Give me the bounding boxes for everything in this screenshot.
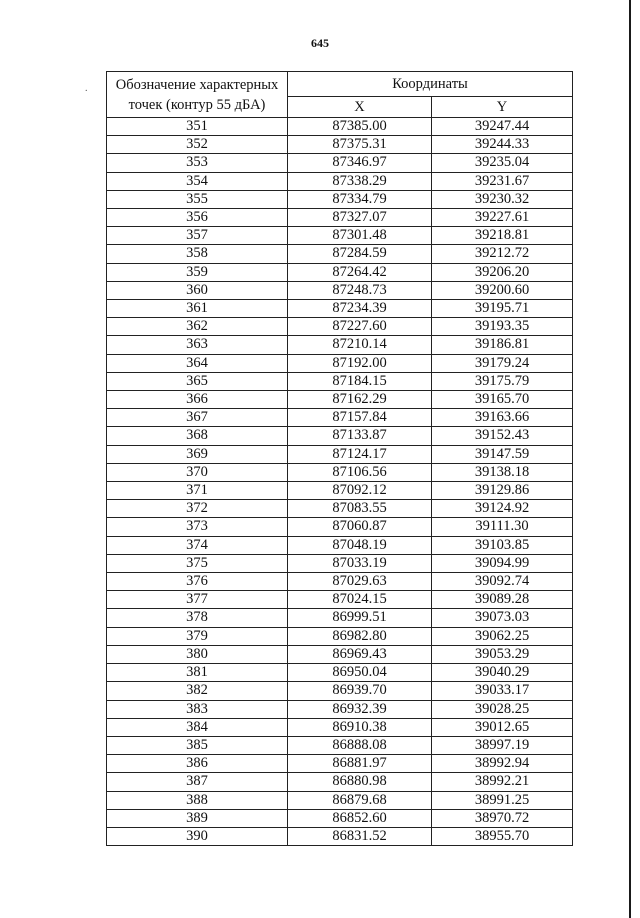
point-cell: 355 — [107, 190, 288, 208]
y-cell: 39227.61 — [432, 209, 573, 227]
x-cell: 87157.84 — [288, 409, 432, 427]
x-cell: 86879.68 — [288, 791, 432, 809]
table-row — [107, 700, 573, 718]
point-cell: 357 — [107, 227, 288, 245]
page-number: 645 — [311, 36, 329, 50]
y-cell: 39200.60 — [432, 281, 573, 299]
y-cell: 39175.79 — [432, 372, 573, 390]
table-row — [107, 354, 573, 372]
y-cell: 39138.18 — [432, 463, 573, 481]
table-row — [107, 827, 573, 845]
x-cell: 87033.19 — [288, 554, 432, 572]
point-cell: 378 — [107, 609, 288, 627]
table-row — [107, 554, 573, 572]
x-cell: 87106.56 — [288, 463, 432, 481]
point-cell: 370 — [107, 463, 288, 481]
x-cell: 87375.31 — [288, 136, 432, 154]
table-row — [107, 718, 573, 736]
table-row — [107, 791, 573, 809]
x-cell: 86999.51 — [288, 609, 432, 627]
point-cell: 361 — [107, 300, 288, 318]
y-cell: 38970.72 — [432, 809, 573, 827]
point-cell: 374 — [107, 536, 288, 554]
point-cell: 383 — [107, 700, 288, 718]
y-cell: 39103.85 — [432, 536, 573, 554]
x-cell: 87210.14 — [288, 336, 432, 354]
y-cell: 38992.94 — [432, 755, 573, 773]
y-cell: 38955.70 — [432, 827, 573, 845]
x-cell: 87327.07 — [288, 209, 432, 227]
point-cell: 380 — [107, 645, 288, 663]
point-cell: 359 — [107, 263, 288, 281]
x-cell: 86888.08 — [288, 736, 432, 754]
y-cell: 38991.25 — [432, 791, 573, 809]
x-cell: 87133.87 — [288, 427, 432, 445]
table-row — [107, 427, 573, 445]
table-row — [107, 263, 573, 281]
table-row — [107, 209, 573, 227]
point-cell: 385 — [107, 736, 288, 754]
point-cell: 373 — [107, 518, 288, 536]
point-cell: 390 — [107, 827, 288, 845]
y-cell: 39186.81 — [432, 336, 573, 354]
table-row — [107, 573, 573, 591]
x-cell: 86852.60 — [288, 809, 432, 827]
y-cell: 39231.67 — [432, 172, 573, 190]
x-cell: 87234.39 — [288, 300, 432, 318]
x-cell: 87184.15 — [288, 372, 432, 390]
y-cell: 39089.28 — [432, 591, 573, 609]
point-cell: 356 — [107, 209, 288, 227]
x-cell: 86950.04 — [288, 664, 432, 682]
y-cell: 39073.03 — [432, 609, 573, 627]
x-cell: 87334.79 — [288, 190, 432, 208]
point-cell: 369 — [107, 445, 288, 463]
x-cell: 86982.80 — [288, 627, 432, 645]
x-cell: 87124.17 — [288, 445, 432, 463]
y-cell: 39195.71 — [432, 300, 573, 318]
y-cell: 39206.20 — [432, 263, 573, 281]
point-cell: 377 — [107, 591, 288, 609]
y-cell: 39179.24 — [432, 354, 573, 372]
point-cell: 363 — [107, 336, 288, 354]
point-cell: 353 — [107, 154, 288, 172]
x-cell: 86880.98 — [288, 773, 432, 791]
table-row — [107, 645, 573, 663]
point-cell: 381 — [107, 664, 288, 682]
y-cell: 39147.59 — [432, 445, 573, 463]
table-row — [107, 136, 573, 154]
x-cell: 87083.55 — [288, 500, 432, 518]
x-cell: 87338.29 — [288, 172, 432, 190]
x-cell: 86939.70 — [288, 682, 432, 700]
x-cell: 87024.15 — [288, 591, 432, 609]
table-row — [107, 445, 573, 463]
point-cell: 354 — [107, 172, 288, 190]
y-cell: 39212.72 — [432, 245, 573, 263]
coordinates-header: Координаты — [288, 72, 573, 97]
point-cell: 365 — [107, 372, 288, 390]
table-header-row — [107, 72, 573, 97]
table-row — [107, 336, 573, 354]
x-cell: 86932.39 — [288, 700, 432, 718]
y-cell: 39111.30 — [432, 518, 573, 536]
point-cell: 362 — [107, 318, 288, 336]
point-cell: 368 — [107, 427, 288, 445]
y-cell: 39092.74 — [432, 573, 573, 591]
y-cell: 39040.29 — [432, 664, 573, 682]
y-cell: 39235.04 — [432, 154, 573, 172]
x-cell: 87060.87 — [288, 518, 432, 536]
table-row — [107, 300, 573, 318]
point-cell: 379 — [107, 627, 288, 645]
table-row — [107, 482, 573, 500]
point-cell: 382 — [107, 682, 288, 700]
table-row — [107, 391, 573, 409]
table-row — [107, 372, 573, 390]
point-cell: 388 — [107, 791, 288, 809]
table-row — [107, 609, 573, 627]
table-row — [107, 518, 573, 536]
table-row — [107, 463, 573, 481]
table-row — [107, 682, 573, 700]
x-cell: 86969.43 — [288, 645, 432, 663]
x-cell: 86910.38 — [288, 718, 432, 736]
y-cell: 39152.43 — [432, 427, 573, 445]
x-cell: 87385.00 — [288, 118, 432, 136]
y-cell: 39124.92 — [432, 500, 573, 518]
table-row — [107, 281, 573, 299]
point-cell: 387 — [107, 773, 288, 791]
y-cell: 39033.17 — [432, 682, 573, 700]
table-row — [107, 591, 573, 609]
point-designation-header: Обозначение характерных точек (контур 55 дБА) — [107, 72, 288, 118]
coordinates-table — [106, 71, 573, 846]
y-cell: 39218.81 — [432, 227, 573, 245]
table-row — [107, 190, 573, 208]
point-cell: 372 — [107, 500, 288, 518]
table-row — [107, 664, 573, 682]
table-row — [107, 227, 573, 245]
x-cell: 87048.19 — [288, 536, 432, 554]
table-row — [107, 409, 573, 427]
x-cell: 87029.63 — [288, 573, 432, 591]
x-cell: 86881.97 — [288, 755, 432, 773]
x-cell: 87284.59 — [288, 245, 432, 263]
y-cell: 39094.99 — [432, 554, 573, 572]
table-row — [107, 118, 573, 136]
table-row — [107, 536, 573, 554]
point-cell: 360 — [107, 281, 288, 299]
y-cell: 39244.33 — [432, 136, 573, 154]
table-row — [107, 318, 573, 336]
y-cell: 39028.25 — [432, 700, 573, 718]
margin-mark: . — [85, 83, 88, 94]
y-cell: 39247.44 — [432, 118, 573, 136]
x-cell: 87301.48 — [288, 227, 432, 245]
table-row — [107, 245, 573, 263]
table-row — [107, 627, 573, 645]
x-cell: 87162.29 — [288, 391, 432, 409]
point-cell: 371 — [107, 482, 288, 500]
y-cell: 39012.65 — [432, 718, 573, 736]
y-cell: 39129.86 — [432, 482, 573, 500]
point-cell: 366 — [107, 391, 288, 409]
y-cell: 39163.66 — [432, 409, 573, 427]
x-cell: 86831.52 — [288, 827, 432, 845]
table-row — [107, 809, 573, 827]
y-column-header: Y — [432, 97, 573, 118]
x-cell: 87248.73 — [288, 281, 432, 299]
point-cell: 384 — [107, 718, 288, 736]
y-cell: 39165.70 — [432, 391, 573, 409]
table-row — [107, 736, 573, 754]
y-cell: 39053.29 — [432, 645, 573, 663]
y-cell: 39230.32 — [432, 190, 573, 208]
point-cell: 364 — [107, 354, 288, 372]
point-cell: 367 — [107, 409, 288, 427]
x-column-header: X — [288, 97, 432, 118]
x-cell: 87264.42 — [288, 263, 432, 281]
x-cell: 87227.60 — [288, 318, 432, 336]
table-row — [107, 755, 573, 773]
table-row — [107, 172, 573, 190]
point-cell: 351 — [107, 118, 288, 136]
y-cell: 39193.35 — [432, 318, 573, 336]
x-cell: 87092.12 — [288, 482, 432, 500]
point-cell: 375 — [107, 554, 288, 572]
y-cell: 38992.21 — [432, 773, 573, 791]
page-edge-line — [629, 0, 631, 918]
y-cell: 39062.25 — [432, 627, 573, 645]
table-row — [107, 773, 573, 791]
x-cell: 87192.00 — [288, 354, 432, 372]
y-cell: 38997.19 — [432, 736, 573, 754]
point-cell: 358 — [107, 245, 288, 263]
table-row — [107, 500, 573, 518]
point-cell: 376 — [107, 573, 288, 591]
point-cell: 386 — [107, 755, 288, 773]
x-cell: 87346.97 — [288, 154, 432, 172]
point-cell: 389 — [107, 809, 288, 827]
point-cell: 352 — [107, 136, 288, 154]
table-body — [107, 118, 573, 846]
table-row — [107, 154, 573, 172]
